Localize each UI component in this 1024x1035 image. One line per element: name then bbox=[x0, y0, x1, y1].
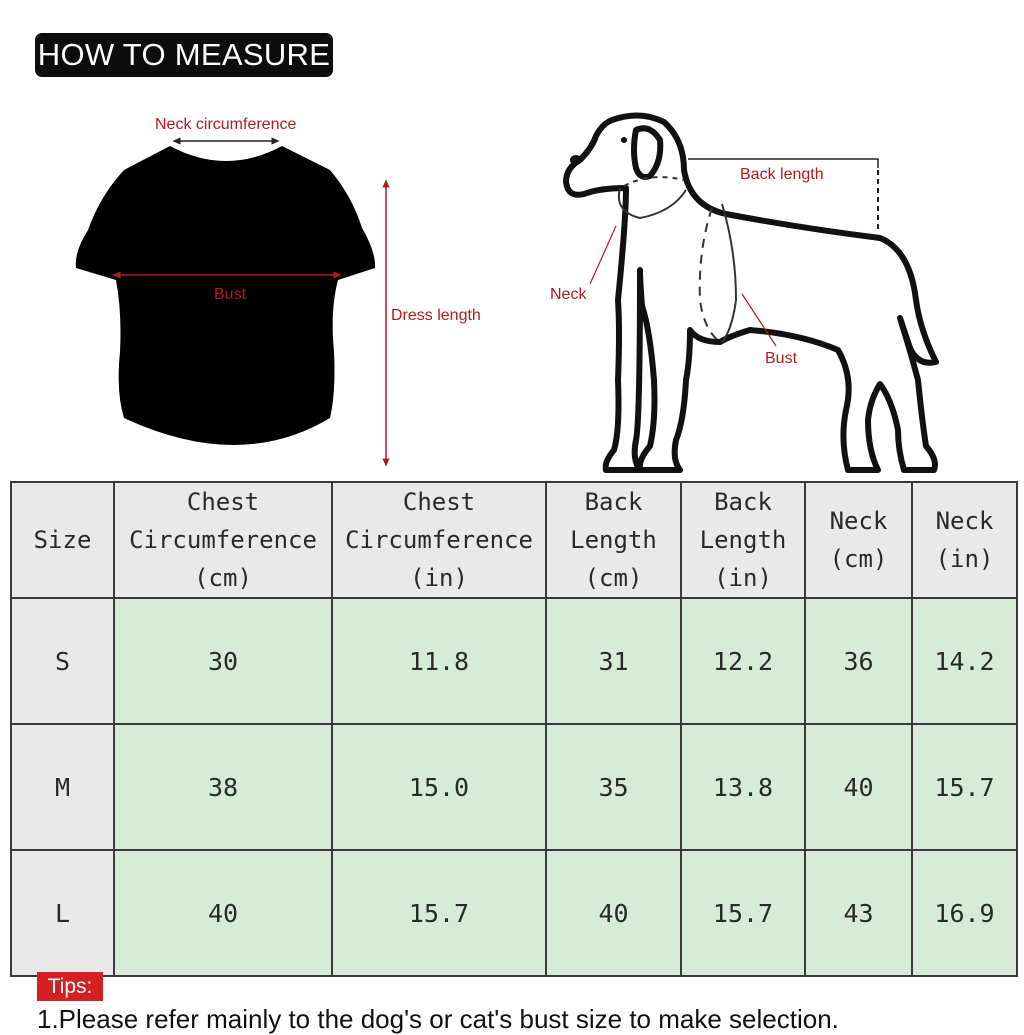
table-cell: 40 bbox=[805, 724, 912, 850]
size-cell: S bbox=[11, 598, 114, 724]
shirt-length-label: Dress length bbox=[391, 307, 481, 324]
size-chart-table bbox=[10, 481, 1018, 977]
dog-bust-label: Bust bbox=[765, 350, 798, 367]
table-cell: 15.0 bbox=[332, 724, 546, 850]
page-title: HOW TO MEASURE bbox=[35, 33, 333, 77]
table-row bbox=[11, 850, 1017, 976]
table-cell: 36 bbox=[805, 598, 912, 724]
dog-neck-pointer bbox=[590, 226, 616, 284]
table-cell: 40 bbox=[114, 850, 332, 976]
header-chest-cm: Chest Circumference (cm) bbox=[114, 482, 332, 598]
dog-eye bbox=[621, 137, 627, 143]
dog-neck-label: Neck bbox=[550, 286, 587, 303]
header-neck-cm: Neck (cm) bbox=[805, 482, 912, 598]
dog-back-label: Back length bbox=[740, 166, 824, 183]
header-back-cm: Back Length (cm) bbox=[546, 482, 681, 598]
table-row bbox=[11, 598, 1017, 724]
table-cell: 13.8 bbox=[681, 724, 805, 850]
table-cell: 35 bbox=[546, 724, 681, 850]
table-cell: 15.7 bbox=[912, 724, 1017, 850]
table-row bbox=[11, 724, 1017, 850]
size-cell: L bbox=[11, 850, 114, 976]
table-cell: 14.2 bbox=[912, 598, 1017, 724]
table-cell: 12.2 bbox=[681, 598, 805, 724]
header-chest-in: Chest Circumference (in) bbox=[332, 482, 546, 598]
table-cell: 16.9 bbox=[912, 850, 1017, 976]
size-cell: M bbox=[11, 724, 114, 850]
dog-nose bbox=[570, 155, 582, 165]
measurement-illustration bbox=[0, 0, 1024, 480]
table-header-row bbox=[11, 482, 1017, 598]
table-cell: 31 bbox=[546, 598, 681, 724]
table-cell: 11.8 bbox=[332, 598, 546, 724]
table-cell: 40 bbox=[546, 850, 681, 976]
table-cell: 43 bbox=[805, 850, 912, 976]
shirt-neck-label: Neck circumference bbox=[155, 116, 297, 133]
header-neck-in: Neck (in) bbox=[912, 482, 1017, 598]
header-size: Size bbox=[11, 482, 114, 598]
table-cell: 15.7 bbox=[332, 850, 546, 976]
tips-note: 1.Please refer mainly to the dog's or cat's bust size to make selection. bbox=[37, 1004, 839, 1034]
tips-badge: Tips: bbox=[37, 972, 103, 1001]
table-cell: 30 bbox=[114, 598, 332, 724]
table-cell: 38 bbox=[114, 724, 332, 850]
table-cell: 15.7 bbox=[681, 850, 805, 976]
header-back-in: Back Length (in) bbox=[681, 482, 805, 598]
shirt-bust-label: Bust bbox=[214, 286, 247, 303]
